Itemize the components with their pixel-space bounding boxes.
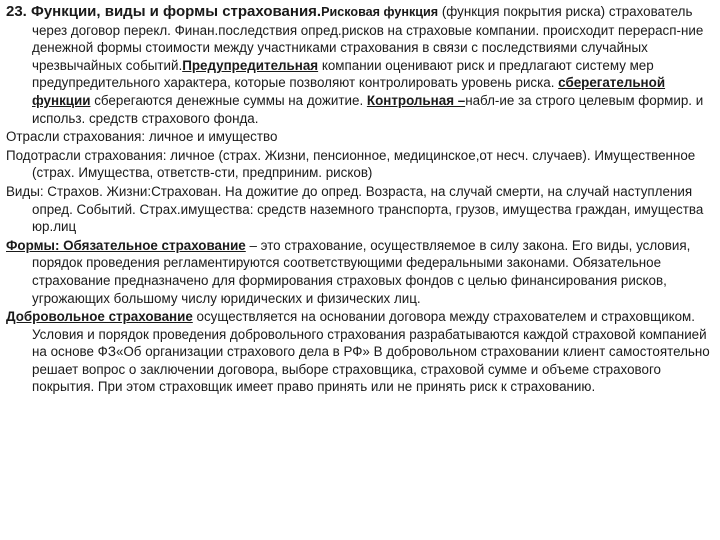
voluntary-paragraph <box>6 308 714 396</box>
types-paragraph: Виды: Страхов. Жизни:Страхован. На дожитие до опред. Возраста, на случай смерти, на случай наступления опред. Событий. Страх.имущества: средств наземного транспорта, грузов, имущества граждан, имущества юр.лиц <box>6 183 704 235</box>
preventive-function-body: компании оценивают риск и предлагают систему мер предупредительного характера, которые позволяют контролировать уровень риска. <box>32 57 654 91</box>
forms-label: Формы: Обязательное страхование <box>6 237 246 253</box>
savings-function-body: сберегаются денежные суммы на дожитие. <box>90 92 367 108</box>
voluntary-body: осуществляется на основании договора между страхователем и страховщиком. Условия и порядок проведения добровольного страхования разрабатываются каждой страховой компанией на основе ФЗ«Об организации страхового дела в РФ» В добровольном страховании клиент самостоятельно решает вопрос о заключении договора, выборе страховщика, страховой сумме и объеме страхового покрытия. При этом страховщик имеет право принять или не принять риск к страхованию. <box>32 309 710 395</box>
subbranches-paragraph: Подотрасли страхования: личное (страх. Жизни, пенсионное, медицинское,от несч. случаев). Имущественное (страх. Имущества, ответств-сти, предприним. рисков) <box>6 147 696 181</box>
control-function-label: Контрольная – <box>366 92 466 108</box>
voluntary-label: Добровольное страхование <box>6 309 193 325</box>
risk-function-paren: (функция покрытия риска) <box>438 4 606 19</box>
page-title: 23. Функции, виды и формы страхования. <box>6 3 322 20</box>
control-function-body: набл-ие за строго целевым формир. и использ. средств страхового фонда. <box>32 92 704 126</box>
risk-function-body: страхователь через договор перекл. Финан.последствия опред.рисков на страховые компании. происходит перерасп-ние денежной формы стоимости между участниками страхования в связи с последствиями случайных чрезвычайных событий. <box>32 4 704 73</box>
savings-function-label: сберегательной функции <box>32 75 666 108</box>
branches-paragraph: Отрасли страхования: личное и имущество <box>6 129 278 145</box>
risk-function-label: Рисковая функция <box>321 5 439 19</box>
forms-paragraph <box>6 237 714 307</box>
preventive-function-label: Предупредительная <box>182 57 319 73</box>
functions-paragraph <box>6 3 714 127</box>
forms-body: – это страхование, осуществляемое в силу закона. Его виды, условия, порядок проведения регламентируются соответствующими федеральными законами. Обязательное страхование предназначено для формирования страховых фондов с целью финансирования рисков, угрожающих большому числу юридических и физических лиц. <box>32 237 691 306</box>
